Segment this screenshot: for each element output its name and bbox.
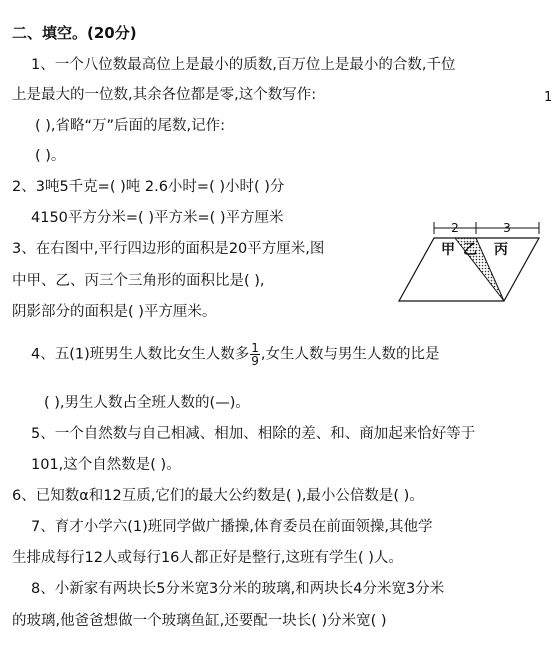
q3-line3: 阴影部分的面积是( )平方厘米。 [12, 304, 217, 320]
q3-line2: 中甲、乙、丙三个三角形的面积比是( ), [12, 273, 265, 289]
q5-line1: 5、一个自然数与自己相减、相加、相除的差、和、商加起来恰好等于 [31, 426, 476, 442]
q2-line2: 4150平方分米=( )平方米=( )平方厘米 [31, 210, 284, 226]
q7-line2: 生排成每行12人或每行16人都正好是整行,这班有学生( )人。 [12, 550, 403, 566]
q7-line1: 7、育才小学六(1)班同学做广播操,体育委员在前面领操,其他学 [31, 519, 433, 535]
q4-line1-pre: 4、五(1)班男生人数比女生人数多 [31, 346, 250, 363]
q6-line1: 6、已知数α和12互质,它们的最大公约数是( ),最小公倍数是( )。 [12, 488, 424, 504]
q4-line1 [31, 342, 440, 367]
q5-line2: 101,这个自然数是( )。 [31, 457, 181, 473]
parallelogram-figure [397, 216, 547, 306]
q1-line1: 1、一个八位数最高位上是最小的质数,百万位上是最小的合数,千位 [31, 57, 456, 73]
fraction-one-ninth [250, 342, 260, 367]
q8-line1: 8、小新家有两块长5分米宽3分米的玻璃,和两块长4分米宽3分米 [31, 581, 445, 597]
section-title: 二、填空。(20分) [12, 24, 137, 42]
q1-line3: ( ),省略“万”后面的尾数,记作: [35, 118, 226, 134]
q8-line2: 的玻璃,他爸爸想做一个玻璃鱼缸,还要配一块长( )分米宽( ) [12, 613, 387, 629]
q4-line2: ( ),男生人数占全班人数的(—)。 [44, 395, 250, 411]
dimension-label-3: 3 [503, 221, 511, 235]
label-bing: 丙 [494, 242, 508, 258]
edge-mark: 1 [544, 90, 552, 105]
q2-line1: 2、3吨5千克=( )吨 2.6小时=( )小时( )分 [12, 179, 285, 195]
label-jia: 甲 [441, 242, 455, 258]
q1-line2: 上是最大的一位数,其余各位都是零,这个数写作: [12, 87, 317, 103]
fraction-numerator: 1 [251, 341, 259, 355]
fraction-denominator: 9 [251, 354, 259, 368]
dimension-label-2: 2 [451, 221, 459, 235]
q4-line1-post: ,女生人数与男生人数的比是 [260, 346, 440, 363]
q3-line1: 3、在右图中,平行四边形的面积是20平方厘米,图 [12, 241, 325, 257]
label-yi: 乙 [463, 242, 477, 258]
q1-line4: ( )。 [35, 148, 66, 164]
